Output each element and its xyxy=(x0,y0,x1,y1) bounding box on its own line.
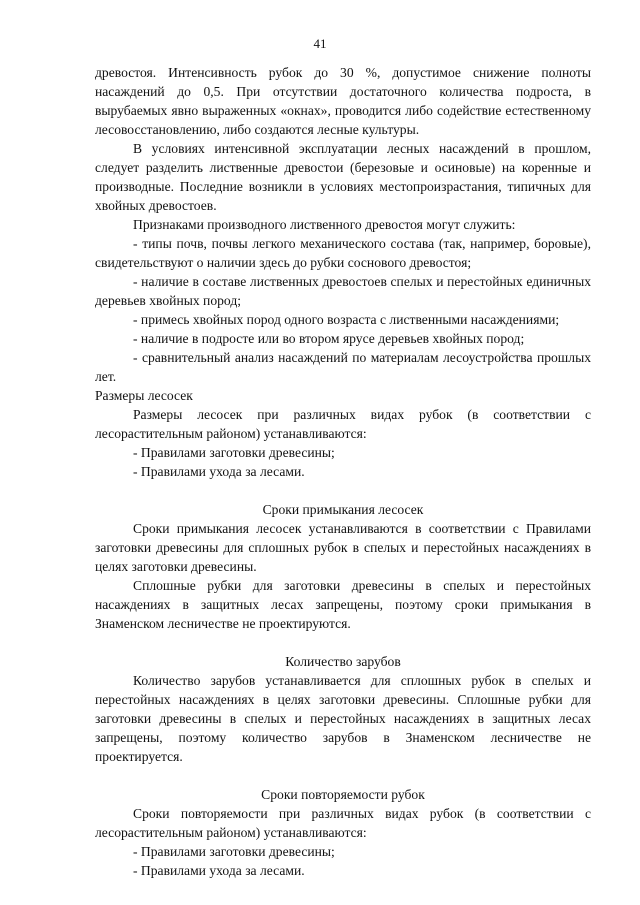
section-heading: Размеры лесосек xyxy=(95,388,193,403)
list-item: - примесь хвойных пород одного возраста с лиственными насаждениями; xyxy=(133,312,560,327)
paragraph: Сроки примыкания лесосек устанавливаются в соответствии с Правилами заготовки древесины для сплошных рубок в спелых и перестойных насаждениях в целях заготовки древесины. xyxy=(95,521,591,574)
paragraph: Признаками производного лиственного древостоя могут служить: xyxy=(133,217,516,232)
list-item: - наличие в составе лиственных древостоев спелых и перестойных единичных деревьев хвойных пород; xyxy=(95,274,591,308)
paragraph: В условиях интенсивной эксплуатации лесных насаждений в прошлом, следует разделить лиственные древостои (березовые и осиновые) на коренные и производные. Последние возникли в условиях местопроизрастания, типичных для хвойных древостоев. xyxy=(95,141,591,213)
paragraph: Количество зарубов устанавливается для сплошных рубок в спелых и перестойных насаждениях в целях заготовки древесины. Сплошные рубки для заготовки древесины в спелых и перестойных насаждениях в защитных лесах запрещены, поэтому количество зарубов в Знаменском лесничестве не проектируется. xyxy=(95,673,591,764)
page-number: 41 xyxy=(313,36,327,51)
paragraph: древостоя. Интенсивность рубок до 30 %, допустимое снижение полноты насаждений до 0,5. При отсутствии достаточного количества подроста, в вырубаемых явно выраженных «окнах», проводится либо содействие естественному лесовосстановлению, либо создаются лесные культуры. xyxy=(95,65,591,137)
list-item: - Правилами ухода за лесами. xyxy=(133,863,305,878)
paragraph: Размеры лесосек при различных видах рубок (в соответствии с лесорастительным районом) устанавливаются: xyxy=(95,407,591,441)
list-item: - наличие в подросте или во втором ярусе деревьев хвойных пород; xyxy=(133,331,525,346)
list-item: - Правилами ухода за лесами. xyxy=(133,464,305,479)
list-item: - сравнительный анализ насаждений по материалам лесоустройства прошлых лет. xyxy=(95,350,591,384)
paragraph: Сроки повторяемости при различных видах рубок (в соответствии с лесорастительным районом) устанавливаются: xyxy=(95,806,591,840)
paragraph: Сплошные рубки для заготовки древесины в спелых и перестойных насаждениях в защитных лесах запрещены, поэтому сроки примыкания в Знаменском лесничестве не проектируются. xyxy=(95,578,591,631)
list-item: - типы почв, почвы легкого механического состава (так, например, боровые), свидетельствуют о наличии здесь до рубки соснового древостоя; xyxy=(95,236,591,270)
list-item: - Правилами заготовки древесины; xyxy=(133,844,335,859)
section-heading: Сроки примыкания лесосек xyxy=(262,502,424,517)
page-body xyxy=(95,63,591,880)
section-heading: Количество зарубов xyxy=(285,654,401,669)
section-heading: Сроки повторяемости рубок xyxy=(261,787,425,802)
list-item: - Правилами заготовки древесины; xyxy=(133,445,335,460)
